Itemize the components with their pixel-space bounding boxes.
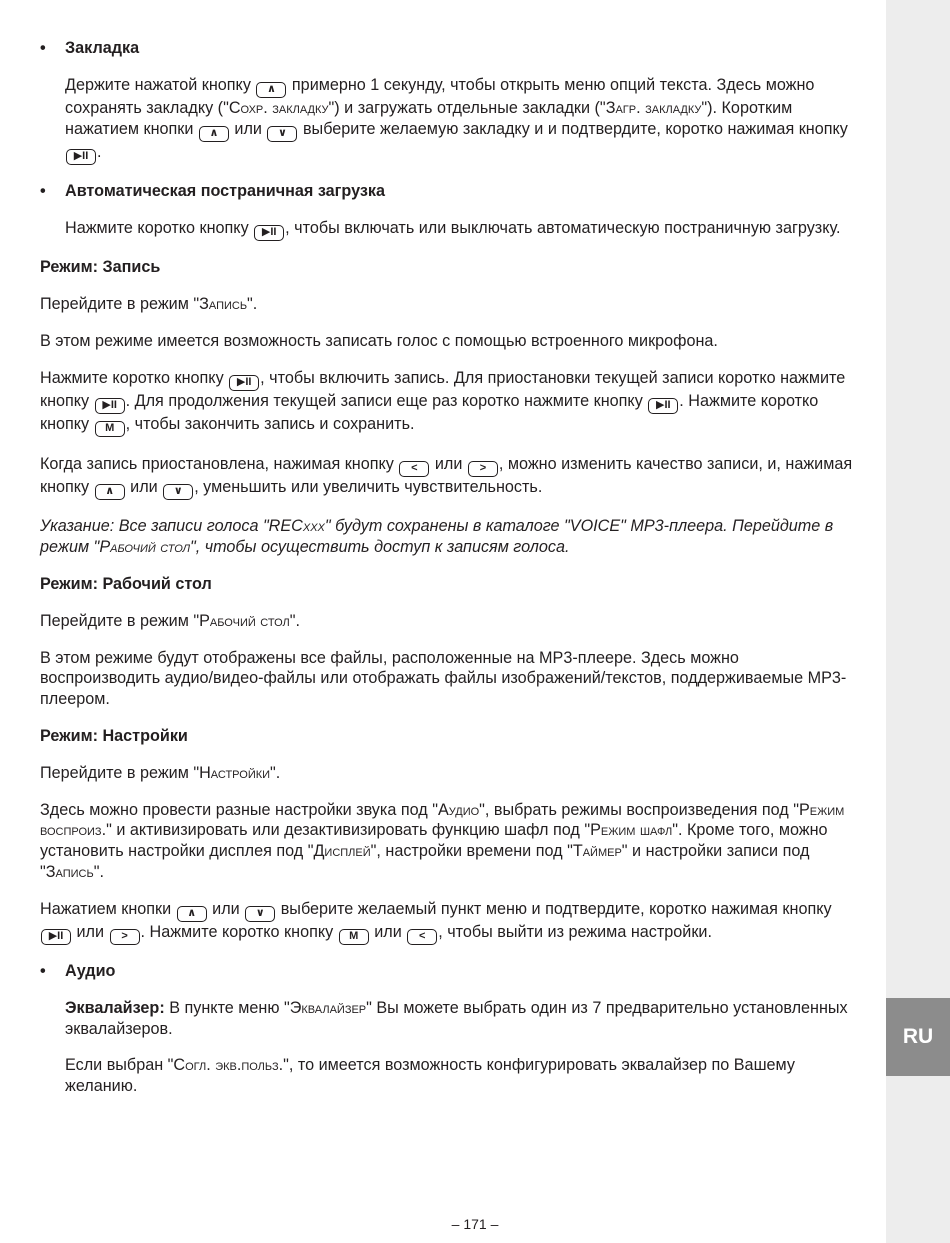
- down-key-icon: ∨: [163, 484, 193, 500]
- record-mode-note: Указание: Все записи голоса "RECxxx" будут сохранены в каталоге "VOICE" MP3-плеера. Перейдите в режим "Рабочий стол", чтобы осуществить доступ к записям голоса.: [40, 517, 834, 556]
- settings-mode-heading: Режим: Настройки: [40, 726, 188, 745]
- bullet-icon: •: [40, 961, 46, 980]
- audio-heading: [40, 961, 858, 982]
- play-pause-key-icon: ▶II: [41, 929, 71, 945]
- right-key-icon: >: [110, 929, 140, 945]
- audio-title: Аудио: [65, 961, 116, 980]
- equalizer-paragraph: Эквалайзер: В пункте меню "Эквалайзер" Вы можете выбрать один из 7 предварительно установленных эквалайзеров.: [65, 998, 848, 1038]
- play-pause-key-icon: ▶II: [95, 398, 125, 414]
- play-pause-key-icon: ▶II: [66, 149, 96, 165]
- down-key-icon: ∨: [245, 906, 275, 922]
- record-mode-controls: Нажмите коротко кнопку ▶II , чтобы включить запись. Для приостановки текущей записи коротко нажмите кнопку ▶II . Для продолжения текущей записи еще раз коротко нажмите кнопку ▶II . Нажмите коротко кнопку M , чтобы закончить запись и сохранить.: [40, 368, 858, 437]
- autopage-paragraph: Нажмите коротко кнопку ▶II , чтобы включать или выключать автоматическую постраничную загрузку.: [40, 218, 858, 241]
- language-tab-label: RU: [902, 1024, 934, 1048]
- play-pause-key-icon: ▶II: [229, 375, 259, 391]
- up-key-icon: ∧: [199, 126, 229, 142]
- record-mode-quality: Когда запись приостановлена, нажимая кнопку < или > , можно изменить качество записи, и, нажимая кнопку ∧ или ∨ , уменьшить или увеличить чувствительность.: [40, 454, 858, 500]
- left-key-icon: <: [399, 461, 429, 477]
- record-mode-heading: Режим: Запись: [40, 258, 161, 277]
- desktop-mode-description: В этом режиме будут отображены все файлы, расположенные на MP3-плеере. Здесь можно воспроизводить аудио/видео-файлы или отображать файлы изображений/текстов, поддерживаемые MP3-плеером.: [40, 648, 847, 708]
- desktop-mode-heading: Режим: Рабочий стол: [40, 574, 212, 593]
- settings-mode-description: Здесь можно провести разные настройки звука под "Аудио", выбрать режимы воспроизведения под "Режим воспроиз." и активизировать или дезактивизировать функцию шафл под "Режим шафл". Кроме того, можно установить настройки дисплея под "Дисплей", настройки времени под "Таймер" и настройки записи под "Запись".: [40, 800, 845, 881]
- record-mode-label: Запись: [199, 295, 248, 314]
- page-content: [40, 38, 858, 1113]
- up-key-icon: ∧: [177, 906, 207, 922]
- settings-mode-go: Перейдите в режим "Настройки".: [40, 763, 281, 782]
- desktop-mode-label: Рабочий стол: [199, 611, 290, 630]
- down-key-icon: ∨: [267, 126, 297, 142]
- menu-key-icon: M: [95, 421, 125, 437]
- bookmark-title: Закладка: [65, 39, 140, 57]
- save-bookmark-menu-label: Сохр. закладку: [228, 98, 329, 117]
- autopage-title: Автоматическая постраничная загрузка: [65, 181, 386, 200]
- menu-key-icon: M: [339, 929, 369, 945]
- left-key-icon: <: [407, 929, 437, 945]
- play-pause-key-icon: ▶II: [254, 225, 284, 241]
- up-key-icon: ∧: [95, 484, 125, 500]
- bookmark-paragraph: Держите нажатой кнопку ∧ примерно 1 секунду, чтобы открыть меню опций текста. Здесь можно сохранять закладку ("Сохр. закладку") и загружать отдельные закладки ("Загр. закладку"). Коротким нажатием кнопки ∧ или ∨ выберите желаемую закладку и и подтвердите, коротко нажимая кнопку ▶II .: [40, 75, 858, 165]
- load-bookmark-menu-label: Загр. закладку: [605, 98, 702, 117]
- language-tab: [886, 998, 950, 1076]
- settings-mode-label: Настройки: [199, 763, 271, 782]
- equalizer-label: Эквалайзер:: [65, 998, 165, 1017]
- record-mode-description: В этом режиме имеется возможность записать голос с помощью встроенного микрофона.: [40, 332, 718, 351]
- settings-mode-controls: Нажатием кнопки ∧ или ∨ выберите желаемый пункт меню и подтвердите, коротко нажимая кнопку ▶II или > . Нажмите коротко кнопку M или < , чтобы выйти из режима настройки.: [40, 899, 858, 945]
- record-mode-go: Перейдите в режим "Запись".: [40, 295, 258, 314]
- bullet-icon: •: [40, 39, 46, 57]
- bookmark-heading: [40, 38, 858, 59]
- up-key-icon: ∧: [256, 82, 286, 98]
- page-number: – 171 –: [451, 1216, 499, 1232]
- right-key-icon: >: [468, 461, 498, 477]
- bullet-icon: •: [40, 181, 46, 200]
- desktop-mode-go: Перейдите в режим "Рабочий стол".: [40, 611, 300, 630]
- autopage-heading: [40, 181, 858, 202]
- play-pause-key-icon: ▶II: [648, 398, 678, 414]
- user-equalizer-paragraph: Если выбран "Согл. экв.польз.", то имеется возможность конфигурировать эквалайзер по Вашему желанию.: [65, 1056, 795, 1096]
